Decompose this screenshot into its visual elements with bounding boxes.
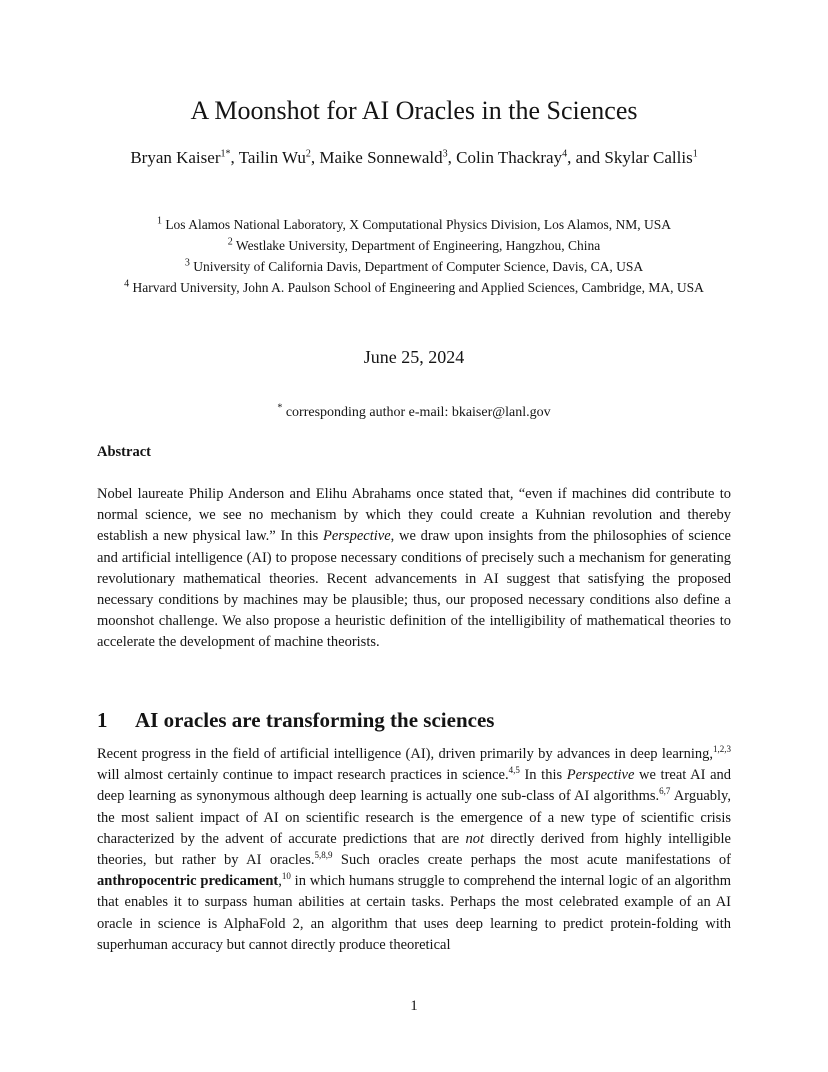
citation: 1,2,3 (713, 744, 731, 755)
author-affiliation-mark: 4 (562, 148, 568, 160)
publication-date: June 25, 2024 (363, 347, 465, 367)
abstract-body: Nobel laureate Philip Anderson and Elihu Abrahams once stated that, “even if machines did contribute to normal science, we see no mechanism by which they could create a Kuhnian revolution and thereby establish a new physical law.” In this Perspective, we draw upon insights from the philosophies of science and artificial intelligence (AI) to propose necessary conditions of precisely such a mechanism for generating revolutionary mathematical theories. Recent advancements in AI suggest that satisfying the proposed necessary conditions by machines may be plausible; thus, our proposed necessary conditions also define a moonshot challenge. We also propose a heuristic definition of the intelligibility of mathematical theories to accelerate the development of machine theorists. (97, 486, 731, 651)
section-body: Recent progress in the field of artificial intelligence (AI), driven primarily by advances in deep learning,$^{1,2,3}$ will almost certainly continue to impact research practices in science.$^{4,5}$ In this Perspective we treat AI and deep learning as synonymous although deep learning is actually one sub-class of AI algorithms.$^{6,7}$ Arguably, the most salient impact of AI on scientific research is the emergence of a new type of scientific crisis characterized by the advent of accurate predictions that are not directly derived from highly intelligible theories, but rather by AI oracles.$^{5,8,9}$ Such oracles create perhaps the most acute manifestations of anthropocentric predicament,$^{10}$ in which humans struggle to comprehend the internal logic of an algorithm that enables it to surpass human abilities at certain tasks. Perhaps the most celebrated example of an AI oracle in science is AlphaFold 2, an algorithm that uses deep learning to predict protein-folding with superhuman accuracy but cannot directly produce theoretical (97, 744, 731, 953)
citation: 10 (281, 871, 291, 882)
author-affiliation-mark: 2 (305, 148, 311, 160)
author-separator: , (447, 148, 457, 167)
author-name: Tailin Wu (238, 148, 306, 167)
section-number: 1 (97, 708, 108, 732)
abstract-heading: Abstract (97, 444, 151, 460)
author-affiliation-mark: 3 (442, 148, 448, 160)
section-title: AI oracles are transforming the sciences (135, 708, 495, 732)
corresponding-author-email: corresponding author e-mail: bkaiser@lanl.gov (285, 405, 551, 420)
author-list (92, 145, 736, 171)
author-separator: , and (567, 148, 605, 167)
corresponding-author-note (0, 402, 828, 421)
citation: 4,5 (508, 765, 520, 776)
author-name: Colin Thackray (456, 148, 563, 167)
section-heading (97, 708, 494, 733)
key-term: anthropocentric predicament (97, 873, 279, 890)
author-name: Bryan Kaiser (130, 148, 221, 167)
author-separator: , (230, 148, 239, 167)
affiliation: $^2$ Westlake University, Department of Engineering, Hangzhou, China (227, 236, 601, 253)
affiliation: $^4$ Harvard University, John A. Paulson School of Engineering and Applied Sciences, Cambridge, MA, USA (124, 278, 704, 295)
paper-title: A Moonshot for AI Oracles in the Sciences (190, 96, 638, 125)
author-name: Maike Sonnewald (319, 148, 443, 167)
citation: 6,7 (659, 786, 671, 797)
affiliation: $^3$ University of California Davis, Department of Computer Science, Davis, CA, USA (184, 257, 644, 274)
page-number: 1 (410, 998, 418, 1014)
author-separator: , (310, 148, 320, 167)
author-affiliation-mark: 1 (692, 148, 698, 160)
author-affiliation-mark: 1* (220, 148, 231, 160)
author-name: Skylar Callis (604, 148, 693, 167)
corresponding-mark: * (277, 402, 283, 414)
citation: 5,8,9 (314, 850, 333, 861)
affiliation-list (100, 214, 728, 298)
affiliation: $^1$ Los Alamos National Laboratory, X Computational Physics Division, Los Alamos, NM, USA (156, 215, 672, 232)
